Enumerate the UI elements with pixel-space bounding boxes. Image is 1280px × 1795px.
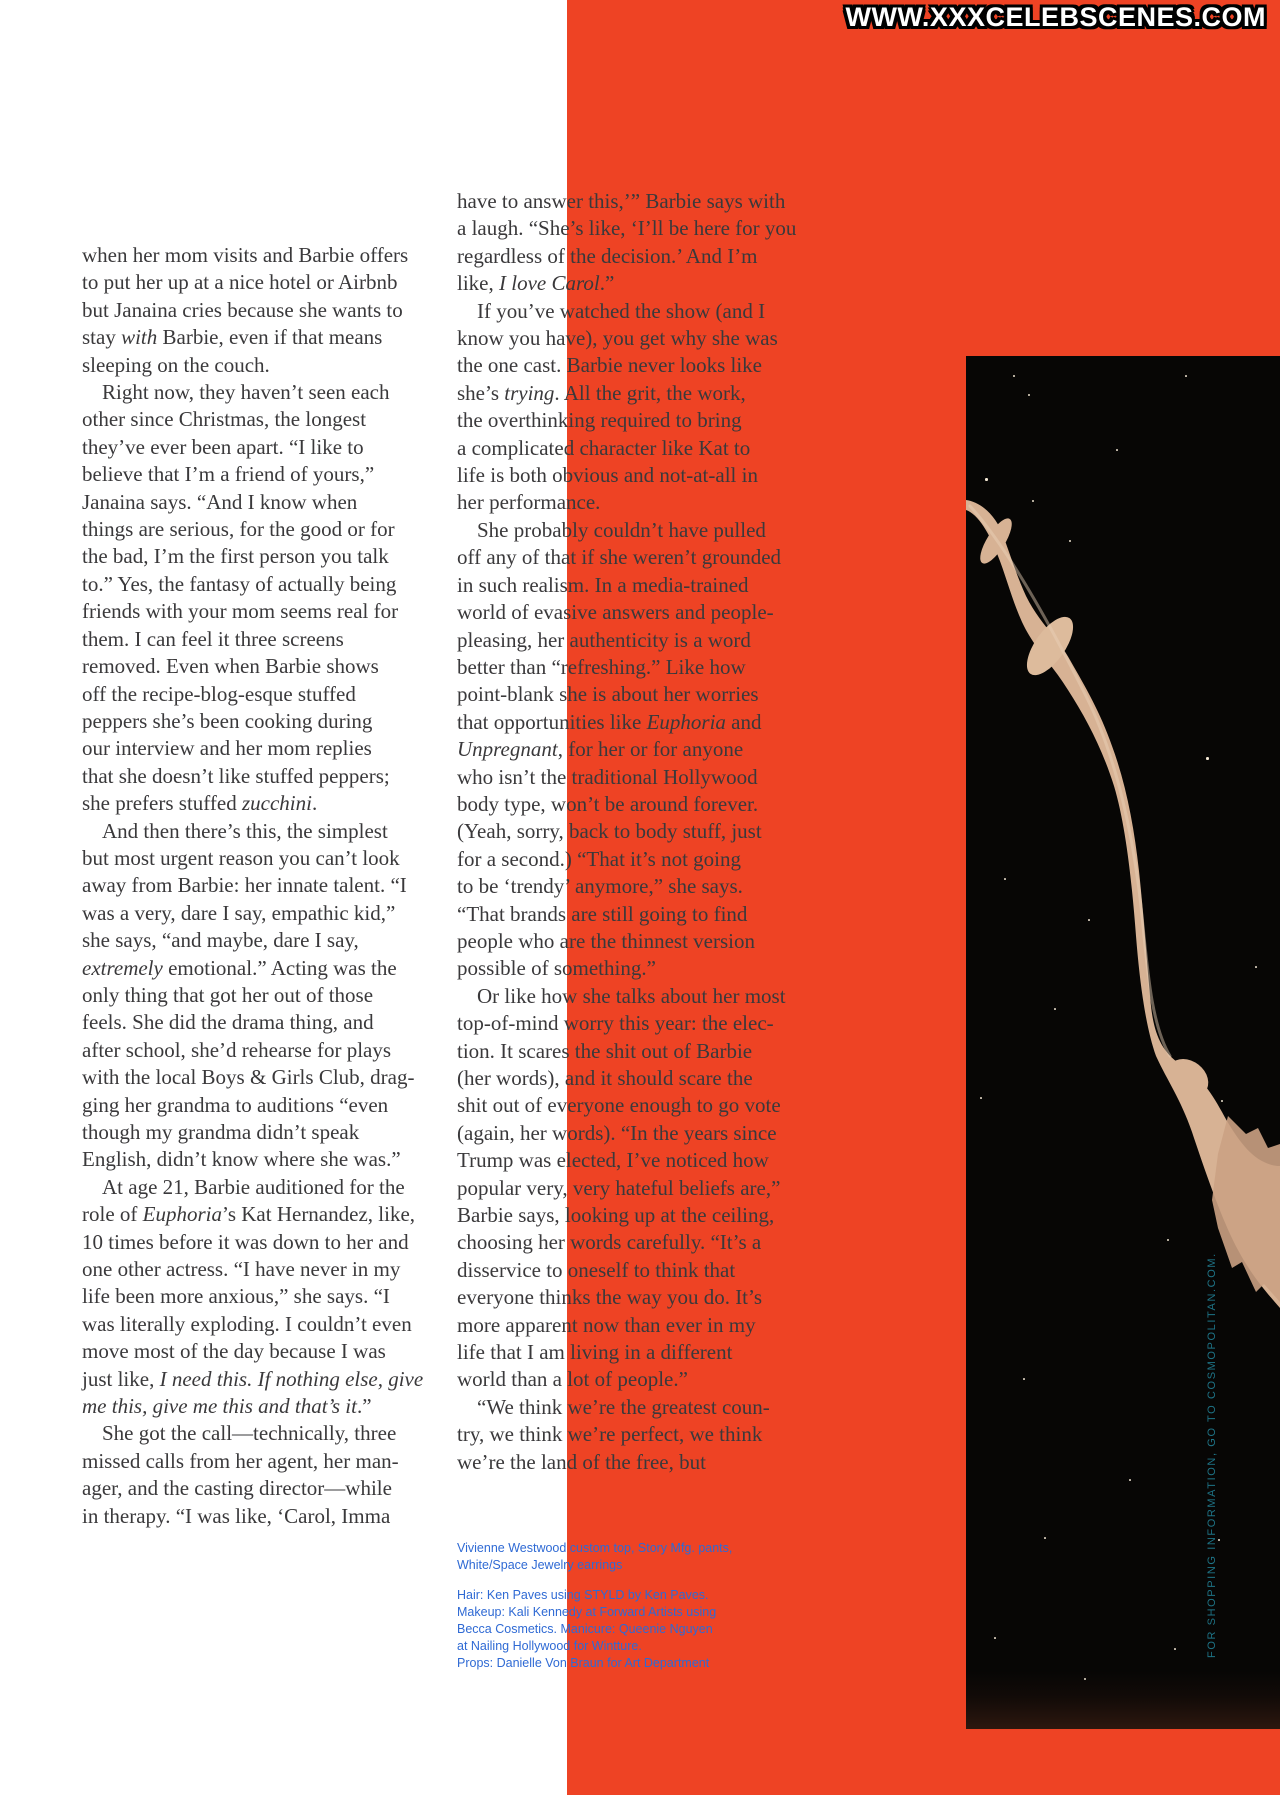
dust-speck — [1206, 757, 1209, 760]
dust-speck — [985, 478, 988, 481]
text-line: though my grandma didn’t speak — [82, 1120, 360, 1144]
dust-speck — [1255, 966, 1257, 968]
text-line: 10 times before it was down to her and — [82, 1229, 409, 1254]
text-line: like, I love Carol.” — [457, 271, 615, 296]
text-line: she prefers stuffed zucchini. — [82, 791, 318, 816]
text-line: off any of that if she weren’t grounded — [457, 545, 782, 570]
text-line: regardless of the decision.’ And I’m — [457, 243, 758, 268]
credit-line: Becca Cosmetics. Manicure: Queenie Nguyen — [457, 1622, 713, 1636]
text-line: a laugh. “She’s like, ‘I’ll be here for you — [457, 216, 797, 241]
text-line: She got the call—technically, three — [102, 1421, 397, 1446]
dust-speck — [1032, 500, 1034, 502]
text-line: that she doesn’t like stuffed peppers; — [82, 763, 390, 788]
dust-speck — [1116, 449, 1118, 451]
text-line: everyone thinks the way you do. It’s — [457, 1285, 763, 1310]
text-line: a complicated character like Kat to — [457, 435, 751, 460]
fashion-beauty-credits — [457, 1540, 732, 1685]
text-line: believe that I’m a friend of yours,” — [82, 462, 375, 487]
credit-line: Props: Danielle Von Braun for Art Department — [457, 1656, 710, 1670]
text-line: (her words), and it should scare the — [457, 1066, 753, 1090]
text-line: to be ‘trendy’ anymore,” she says. — [457, 874, 743, 899]
text-line: our interview and her mom replies — [82, 736, 372, 761]
text-line: her performance. — [457, 490, 601, 515]
text-line: one other actress. “I have never in my — [82, 1257, 401, 1282]
dust-speck — [1129, 1479, 1131, 1481]
text-line: extremely emotional.” Acting was the — [82, 955, 397, 980]
dust-speck — [980, 1097, 982, 1099]
dust-speck — [1069, 540, 1071, 542]
dust-speck — [1054, 1008, 1056, 1010]
dust-speck — [1044, 1537, 1046, 1539]
text-line: “We think we’re the greatest coun- — [477, 1394, 770, 1419]
plant-photo — [966, 356, 1280, 1729]
text-line: know you have), you get why she was — [457, 326, 778, 351]
text-line: move most of the day because I was — [82, 1339, 386, 1364]
text-line: Right now, they haven’t seen each — [102, 380, 390, 405]
text-line: tion. It scares the shit out of Barbie — [457, 1038, 753, 1063]
text-line: friends with your mom seems real for — [82, 599, 399, 624]
text-line: (Yeah, sorry, back to body stuff, just — [457, 819, 762, 844]
dust-speck — [1218, 1539, 1220, 1541]
text-line: them. I can feel it three screens — [82, 626, 344, 651]
text-line: (again, her words). “In the years since — [457, 1120, 777, 1145]
text-line: more apparent now than ever in my — [457, 1312, 756, 1337]
text-line: for a second.) “That it’s not going — [457, 846, 742, 871]
dust-speck — [1221, 1100, 1223, 1102]
credit-block — [457, 1587, 732, 1672]
text-line: body type, won’t be around forever. — [457, 791, 759, 816]
credit-block — [457, 1540, 732, 1574]
text-line: was literally exploding. I couldn’t even — [82, 1311, 412, 1336]
text-line: point-blank she is about her worries — [457, 682, 759, 707]
text-line: Trump was elected, I’ve noticed how — [457, 1148, 769, 1173]
text-line: in therapy. “I was like, ‘Carol, Imma — [82, 1503, 391, 1528]
text-line: missed calls from her agent, her man- — [82, 1448, 399, 1473]
credit-line: Hair: Ken Paves using STYLD by Ken Paves. — [457, 1588, 709, 1602]
text-line: If you’ve watched the show (and I — [477, 298, 766, 323]
text-line: possible of something.” — [457, 956, 656, 981]
article-left-column — [82, 242, 422, 1530]
text-line: they’ve ever been apart. “I like to — [82, 434, 364, 459]
text-line: was a very, dare I say, empathic kid,” — [82, 900, 396, 925]
text-line: She probably couldn’t have pulled — [477, 517, 766, 542]
credit-line: at Nailing Hollywood for Wintture. — [457, 1639, 642, 1653]
text-line: she says, “and maybe, dare I say, — [82, 928, 359, 953]
text-line: popular very, very hateful beliefs are,” — [457, 1175, 781, 1200]
text-line: the one cast. Barbie never looks like — [457, 353, 762, 378]
text-line: the bad, I’m the first person you talk — [82, 544, 389, 569]
dust-speck — [1167, 1239, 1169, 1241]
text-line: only thing that got her out of those — [82, 982, 374, 1007]
text-line: shit out of everyone enough to go vote — [457, 1093, 781, 1118]
text-line: with the local Boys & Girls Club, drag- — [82, 1065, 415, 1090]
text-line: And then there’s this, the simplest — [102, 818, 388, 843]
text-line: role of Euphoria’s Kat Hernandez, like, — [82, 1202, 416, 1227]
watermark-text: WWW.XXXCELEBSCENES.COM — [845, 2, 1266, 32]
text-line: me this, give me this and that’s it.” — [82, 1394, 372, 1419]
credit-line: White/Space Jewelry earrings — [457, 1558, 623, 1572]
text-line: pleasing, her authenticity is a word — [457, 627, 751, 652]
dust-speck — [1013, 375, 1015, 377]
text-line: things are serious, for the good or for — [82, 517, 395, 542]
text-line: but Janaina cries because she wants to — [82, 297, 403, 322]
text-line: life that I am living in a different — [457, 1340, 733, 1365]
text-line: to.” Yes, the fantasy of actually being — [82, 571, 397, 596]
text-line: but most urgent reason you can’t look — [82, 845, 400, 870]
text-line: world than a lot of people.” — [457, 1367, 688, 1392]
text-line: life been more anxious,” she says. “I — [82, 1284, 390, 1309]
dust-speck — [1023, 1378, 1025, 1380]
article-right-column — [457, 188, 797, 1476]
photo-ground-texture — [966, 1671, 1280, 1729]
text-line: ager, and the casting director—while — [82, 1476, 392, 1501]
text-line: top-of-mind worry this year: the elec- — [457, 1011, 774, 1036]
text-line: Janaina says. “And I know when — [82, 489, 358, 514]
text-line: English, didn’t know where she was.” — [82, 1147, 401, 1172]
shopping-info-caption: FOR SHOPPING INFORMATION, GO TO COSMOPOLITAN.COM. — [1206, 1252, 1218, 1658]
text-line: At age 21, Barbie auditioned for the — [102, 1174, 405, 1199]
dust-speck — [1028, 394, 1030, 396]
text-line: try, we think we’re perfect, we think — [457, 1422, 763, 1447]
dust-speck — [1088, 919, 1090, 921]
text-line: better than “refreshing.” Like how — [457, 654, 746, 679]
text-line: just like, I need this. If nothing else, give — [82, 1366, 424, 1391]
text-line: sleeping on the couch. — [82, 352, 270, 377]
text-line: Unpregnant, for her or for anyone — [457, 737, 744, 762]
text-line: peppers she’s been cooking during — [82, 708, 373, 733]
text-line: we’re the land of the free, but — [457, 1449, 706, 1474]
credit-line: Vivienne Westwood custom top, Story Mfg. pants, — [457, 1541, 733, 1555]
text-line: “That brands are still going to find — [457, 901, 748, 926]
dust-speck — [1084, 1678, 1086, 1680]
text-line: world of evasive answers and people- — [457, 600, 774, 625]
text-line: the overthinking required to bring — [457, 408, 742, 433]
text-line: Barbie says, looking up at the ceiling, — [457, 1203, 775, 1228]
text-line: in such realism. In a media-trained — [457, 572, 749, 597]
text-line: stay with Barbie, even if that means — [82, 325, 383, 350]
dust-speck — [1185, 375, 1187, 377]
text-line: when her mom visits and Barbie offers — [82, 243, 409, 267]
text-line: after school, she’d rehearse for plays — [82, 1037, 392, 1062]
text-line: other since Christmas, the longest — [82, 407, 367, 432]
dust-speck — [1174, 1648, 1176, 1650]
dust-speck — [1004, 878, 1006, 880]
text-line: ging her grandma to auditions “even — [82, 1092, 389, 1117]
dried-plant-illustration — [966, 356, 1280, 1729]
text-line: people who are the thinnest version — [457, 928, 755, 953]
text-line: have to answer this,’” Barbie says with — [457, 189, 786, 213]
credit-line: Makeup: Kali Kennedy at Forward Artists using — [457, 1605, 717, 1619]
text-line: to put her up at a nice hotel or Airbnb — [82, 270, 398, 295]
text-line: off the recipe-blog-esque stuffed — [82, 681, 356, 706]
text-line: Or like how she talks about her most — [477, 983, 786, 1008]
text-line: away from Barbie: her innate talent. “I — [82, 873, 407, 898]
text-line: choosing her words carefully. “It’s a — [457, 1230, 762, 1255]
dust-speck — [994, 1637, 996, 1639]
text-line: disservice to oneself to think that — [457, 1257, 736, 1282]
text-line: she’s trying. All the grit, the work, — [457, 380, 746, 405]
text-line: who isn’t the traditional Hollywood — [457, 764, 758, 789]
text-line: life is both obvious and not-at-all in — [457, 463, 758, 488]
text-line: that opportunities like Euphoria and — [457, 709, 762, 734]
text-line: removed. Even when Barbie shows — [82, 654, 379, 679]
text-line: feels. She did the drama thing, and — [82, 1010, 374, 1035]
